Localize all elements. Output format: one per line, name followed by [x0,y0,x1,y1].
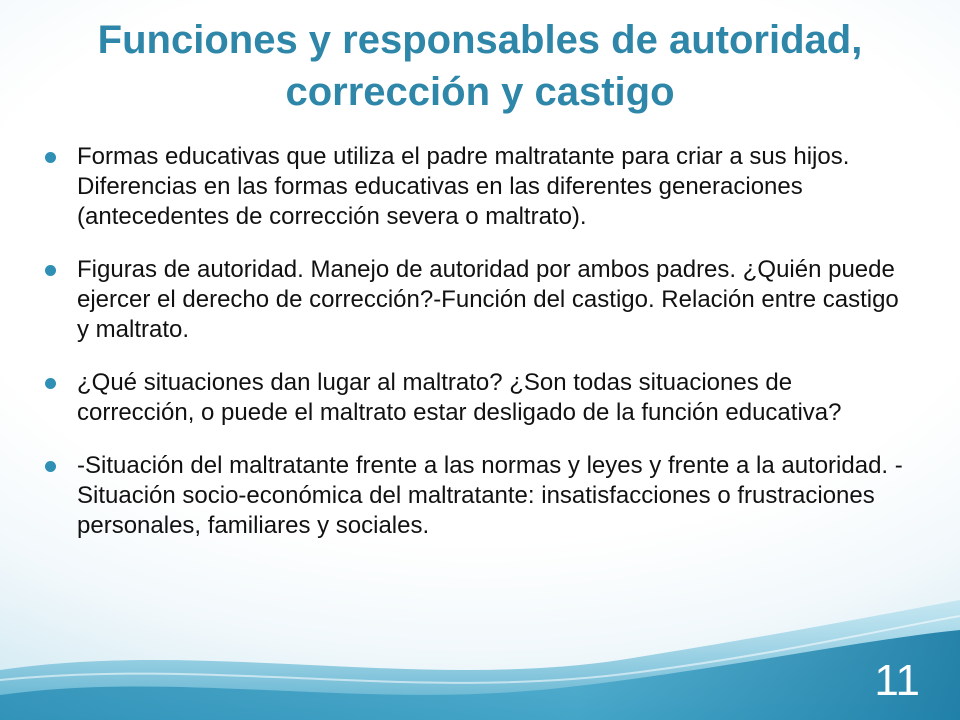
bullet-text: Figuras de autoridad. Manejo de autoridad por ambos padres. ¿Quién puede ejercer el derecho de corrección?-Función del castigo. Relación entre castigo y maltrato. [77,256,899,343]
bullet-item [44,451,914,541]
bullet-item [44,142,914,232]
bullet-item [44,368,914,428]
bullet-text: ¿Qué situaciones dan lugar al maltrato? ¿Son todas situaciones de corrección, o puede el maltrato estar desligado de la función educativa? [77,369,842,426]
bullet-item [44,255,914,345]
bullet-text: Formas educativas que utiliza el padre maltratante para criar a sus hijos. Diferencias en las formas educativas en las diferentes generaciones (antecedentes de corrección severa o maltrato). [77,143,850,230]
bullet-list [44,142,914,564]
bullet-dot-icon [45,152,56,163]
bullet-dot-icon [45,378,56,389]
bullet-dot-icon [45,461,56,472]
page-number: 11 [874,656,920,705]
bullet-dot-icon [45,265,56,276]
bullet-text: -Situación del maltratante frente a las normas y leyes y frente a la autoridad. -Situación socio-económica del maltratante: insatisfacciones o frustraciones personales, familiares y sociales. [77,452,903,539]
slide-title: Funciones y responsables de autoridad, corrección y castigo [97,18,863,114]
